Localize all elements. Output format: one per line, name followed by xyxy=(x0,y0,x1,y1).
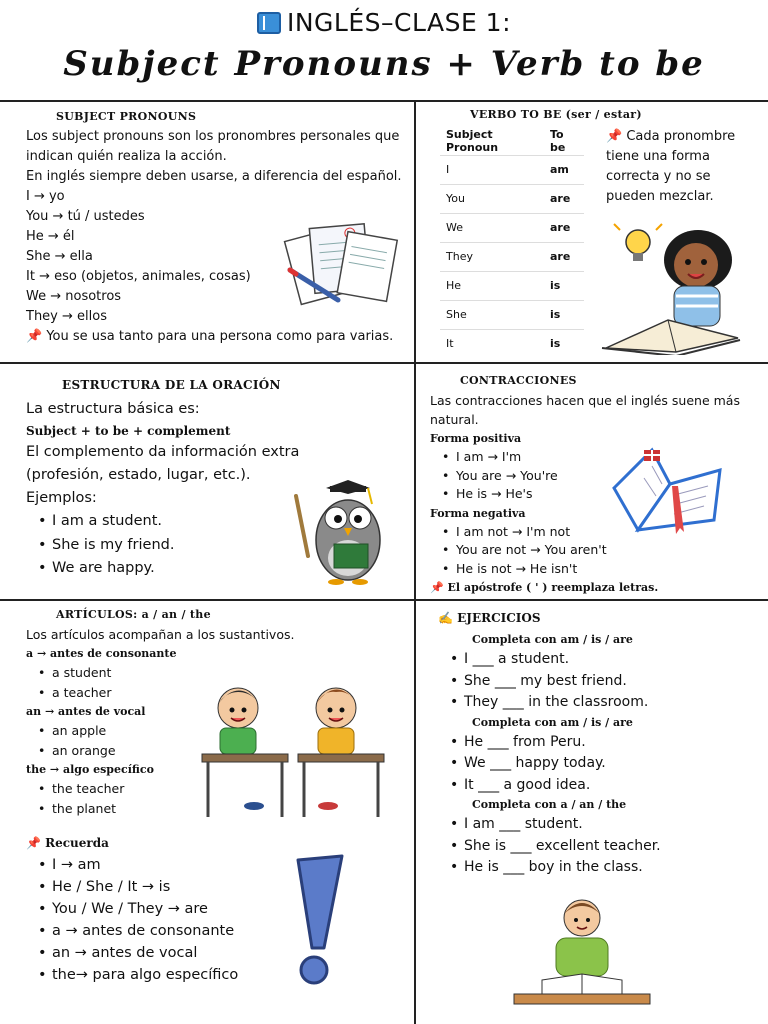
estructura-title: ESTRUCTURA DE LA ORACIÓN xyxy=(62,378,281,392)
list-item: • a teacher xyxy=(26,683,411,703)
list-item: • It ___ a good idea. xyxy=(438,775,763,797)
page-header xyxy=(0,0,768,100)
recuerda-title-text: Recuerda xyxy=(45,836,109,850)
list-item: • the teacher xyxy=(26,779,411,799)
cell-pronoun: It xyxy=(440,329,544,358)
cell-pronoun: They xyxy=(440,242,544,271)
cell-to-be: is xyxy=(544,300,584,329)
contracciones-title: CONTRACCIONES xyxy=(460,374,577,387)
sp-line: Los subject pronouns son los pronombres personales que xyxy=(26,129,400,144)
vtb-note-text: Cada pronombre xyxy=(626,129,736,144)
owl-illustration xyxy=(290,478,390,588)
list-item: • We ___ happy today. xyxy=(438,753,763,775)
exclamation-icon xyxy=(284,852,354,987)
cell-pronoun: She xyxy=(440,300,544,329)
table-row xyxy=(440,155,584,184)
cell-to-be: are xyxy=(544,242,584,271)
list-item: • We are happy. xyxy=(26,557,411,581)
sp-line: She → ella xyxy=(26,249,93,264)
sp-line: It → eso (objetos, animales, cosas) xyxy=(26,269,251,284)
articulos-group-label: a → antes de consonante xyxy=(26,647,177,660)
estructura-line: Ejemplos: xyxy=(26,490,97,506)
list-item: • He ___ from Peru. xyxy=(438,732,763,754)
list-item: • She is ___ excellent teacher. xyxy=(438,836,763,858)
recuerda-title xyxy=(26,836,411,850)
list-item: • You are not → You aren't xyxy=(430,541,765,560)
page-title xyxy=(0,8,768,37)
pin-icon: 📌 xyxy=(606,129,623,144)
boy-writing-illustration xyxy=(512,896,652,1008)
list-item: • an apple xyxy=(26,721,411,741)
exercise-instruction: Completa con a / an / the xyxy=(472,798,627,811)
vtb-note-line: pueden mezclar. xyxy=(606,189,714,204)
page-title-text: INGLÉS–CLASE 1: xyxy=(286,8,512,37)
articulos-group-label: the → algo específico xyxy=(26,763,154,776)
list-item: • the→ para algo específico xyxy=(26,964,411,986)
list-item: • I am not → I'm not xyxy=(430,523,765,542)
pin-icon: 📌 xyxy=(26,836,41,850)
list-item: • She is my friend. xyxy=(26,534,411,558)
list-item: • the planet xyxy=(26,799,411,819)
table-row xyxy=(440,329,584,358)
exercise-instruction: Completa con am / is / are xyxy=(472,633,633,646)
exercise-list xyxy=(438,732,763,797)
list-item: • She ___ my best friend. xyxy=(438,671,763,693)
list-item: • an → antes de vocal xyxy=(26,942,411,964)
list-item: • He is not → He isn't xyxy=(430,560,765,579)
contracciones-note xyxy=(430,578,765,598)
papers-illustration xyxy=(280,218,400,308)
list-item: • You are → You're xyxy=(430,467,765,486)
table-row xyxy=(440,213,584,242)
cell-to-be: are xyxy=(544,213,584,242)
cell-to-be: are xyxy=(544,184,584,213)
col-header-to-be: To be xyxy=(550,127,566,154)
vtb-note-line: correcta y no se xyxy=(606,169,711,184)
sp-note-text: You se usa tanto para una persona como para varias. xyxy=(46,329,394,344)
estructura-line: El complemento da información extra xyxy=(26,444,300,460)
estructura-formula: Subject + to be + complement xyxy=(26,424,231,438)
ejercicios-title-text: EJERCICIOS xyxy=(457,611,541,625)
estructura-line: (profesión, estado, lugar, etc.). xyxy=(26,467,251,483)
list-item: • I → am xyxy=(26,854,411,876)
vtb-note-line xyxy=(606,127,756,147)
subject-pronouns-title: SUBJECT PRONOUNS xyxy=(56,110,197,123)
articulos-title: ARTÍCULOS: a / an / the xyxy=(56,608,211,621)
girl-reading-illustration xyxy=(598,220,748,355)
list-item: • You / We / They → are xyxy=(26,898,411,920)
verb-to-be-note xyxy=(606,127,756,207)
contracciones-intro: Las contracciones hacen que el inglés suene más xyxy=(430,393,740,408)
col-header-pronoun: Subject Pronoun xyxy=(446,127,499,154)
list-item: • I am a student. xyxy=(26,510,411,534)
list-item: • an orange xyxy=(26,741,411,761)
sp-line: They → ellos xyxy=(26,309,107,324)
negative-label: Forma negativa xyxy=(430,506,526,520)
table-row xyxy=(440,300,584,329)
list-item: • a → antes de consonante xyxy=(26,920,411,942)
list-item: • I ___ a student. xyxy=(438,649,763,671)
list-item: • I am → I'm xyxy=(430,448,765,467)
list-item: • He is ___ boy in the class. xyxy=(438,857,763,879)
cell-pronoun: You xyxy=(440,184,544,213)
cell-pronoun: He xyxy=(440,271,544,300)
list-item: • I am ___ student. xyxy=(438,814,763,836)
pin-icon: 📌 xyxy=(26,329,43,344)
table-header-row xyxy=(440,127,584,155)
sp-line: En inglés siempre deben usarse, a diferencia del español. xyxy=(26,169,402,184)
positive-label: Forma positiva xyxy=(430,432,522,445)
articulos-group-label: an → antes de vocal xyxy=(26,705,146,718)
exercise-list xyxy=(438,649,763,714)
verb-to-be-title: VERBO TO BE (ser / estar) xyxy=(470,108,642,121)
students-illustration xyxy=(198,672,388,822)
book-icon xyxy=(257,12,281,34)
pencil-icon: ✍ xyxy=(438,611,453,625)
contracciones-intro: natural. xyxy=(430,412,479,427)
cell-pronoun: We xyxy=(440,213,544,242)
pin-icon: 📌 xyxy=(430,581,444,594)
vertical-divider xyxy=(414,100,416,1024)
open-book-illustration xyxy=(608,444,728,536)
contracciones-note-text: El apóstrofe ( ' ) reemplaza letras. xyxy=(447,581,659,594)
cell-pronoun: I xyxy=(440,155,544,184)
cell-to-be: am xyxy=(544,155,584,184)
table-row xyxy=(440,271,584,300)
verb-to-be-table xyxy=(440,127,584,358)
sp-line: indican quién realiza la acción. xyxy=(26,149,227,164)
sp-line: I → yo xyxy=(26,189,65,204)
sp-note xyxy=(26,327,411,347)
list-item: • They ___ in the classroom. xyxy=(438,692,763,714)
list-item: • He / She / It → is xyxy=(26,876,411,898)
divider-top xyxy=(0,100,768,102)
exercise-list xyxy=(438,814,763,879)
articulos-intro: Los artículos acompañan a los sustantivos. xyxy=(26,627,295,642)
divider-row1 xyxy=(0,362,768,364)
divider-row2 xyxy=(0,599,768,601)
cell-to-be: is xyxy=(544,329,584,358)
sp-line: We → nosotros xyxy=(26,289,122,304)
table-row xyxy=(440,184,584,213)
list-item: • He is → He's xyxy=(430,485,765,504)
sp-line: He → él xyxy=(26,229,75,244)
ejercicios-section xyxy=(438,611,763,879)
vtb-note-line: tiene una forma xyxy=(606,149,710,164)
list-item: • a student xyxy=(26,663,411,683)
ejercicios-title xyxy=(438,611,763,625)
table-row xyxy=(440,242,584,271)
cell-to-be: is xyxy=(544,271,584,300)
sp-line: You → tú / ustedes xyxy=(26,209,145,224)
exercise-instruction: Completa con am / is / are xyxy=(472,715,633,729)
estructura-intro: La estructura básica es: xyxy=(26,401,200,417)
page-subtitle: Subject Pronouns + Verb to be xyxy=(63,44,705,84)
